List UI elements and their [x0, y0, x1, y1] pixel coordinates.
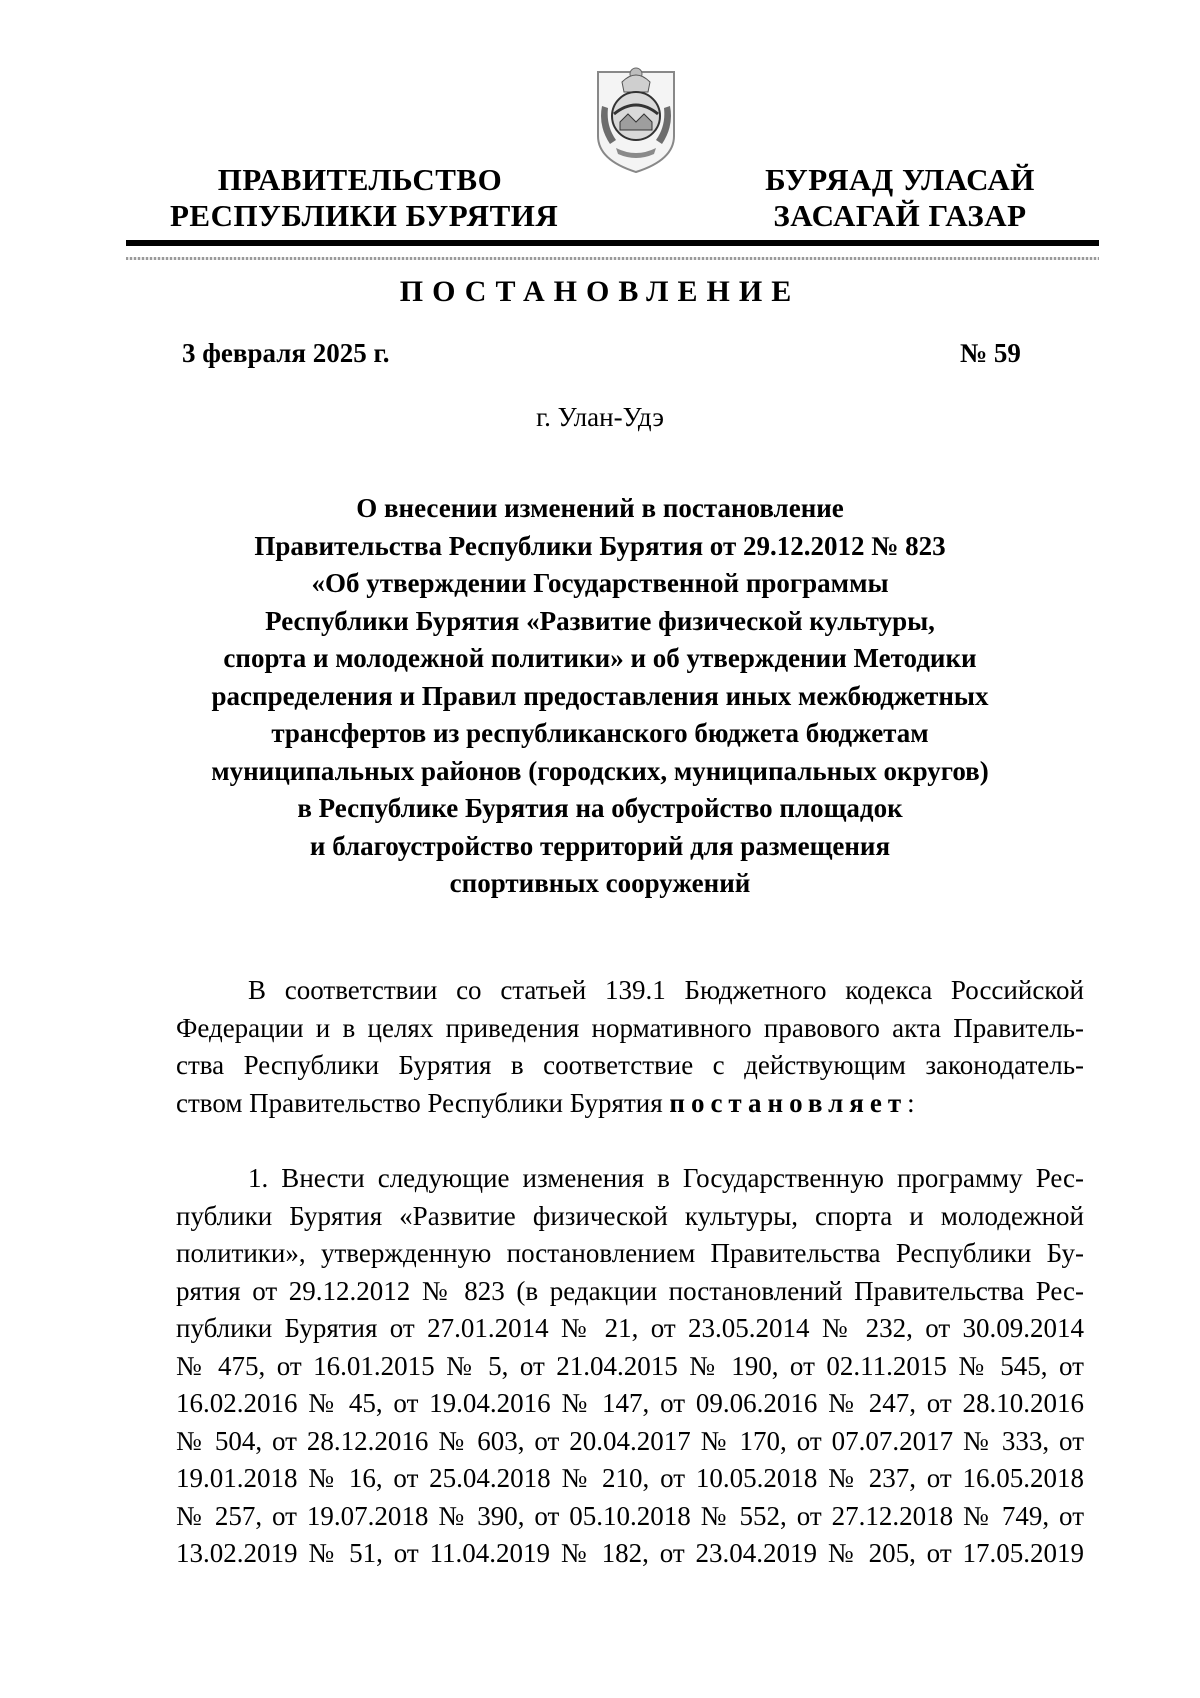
title-line: распределения и Правил предоставления иных межбюджетных: [211, 680, 989, 711]
paragraph-line: политики», утвержденную постановлением Правительства Республики Бу-: [176, 1238, 1084, 1268]
paragraph-line: 16.02.2016 № 45, от 19.04.2016 № 147, от 09.06.2016 № 247, от 28.10.2016: [176, 1388, 1084, 1418]
document-city: г. Улан-Удэ: [536, 402, 664, 432]
paragraph-line: № 475, от 16.01.2015 № 5, от 21.04.2015 № 190, от 02.11.2015 № 545, от: [176, 1350, 1084, 1381]
title-line: «Об утверждении Государственной программы: [311, 568, 889, 598]
title-line: О внесении изменений в постановление: [356, 493, 844, 523]
document-date: 3 февраля 2025 г.: [182, 338, 390, 368]
title-line: и благоустройство территорий для размещения: [309, 830, 891, 861]
paragraph-line: публики Бурятия «Развитие физической культуры, спорта и молодежной: [176, 1200, 1084, 1231]
org-name-bua-line-1: БУРЯАД УЛАСАЙ: [765, 162, 1035, 197]
org-name-ru-line-1: ПРАВИТЕЛЬСТВО: [217, 162, 503, 197]
document-title: [150, 490, 1050, 903]
title-line: спортивных сооружений: [449, 868, 751, 898]
paragraph-line: ства Республики Бурятия в соответствие с действующим законодатель-: [176, 1050, 1084, 1080]
org-name-ru-line-2: РЕСПУБЛИКИ БУРЯТИЯ: [170, 198, 559, 233]
header-divider-thin: [126, 257, 1099, 260]
paragraph-line: [176, 1085, 1084, 1123]
paragraph-line: рятия от 29.12.2012 № 823 (в редакции постановлений Правительства Рес-: [176, 1275, 1084, 1306]
paragraph-line: 19.01.2018 № 16, от 25.04.2018 № 210, от 10.05.2018 № 237, от 16.05.2018: [176, 1463, 1084, 1493]
title-line: Правительства Республики Бурятия от 29.12.2012 № 823: [254, 530, 946, 561]
resolves-keyword: постановляет: [669, 1087, 908, 1118]
title-line: спорта и молодежной политики» и об утверждении Методики: [223, 643, 977, 673]
colon: :: [907, 1087, 915, 1118]
org-name-buryat: [745, 162, 1055, 234]
header-divider-thick: [126, 240, 1099, 246]
paragraph-line: публики Бурятия от 27.01.2014 № 21, от 23.05.2014 № 232, от 30.09.2014: [176, 1313, 1084, 1343]
paragraph-line: 1. Внести следующие изменения в Государственную программу Рес-: [248, 1163, 1084, 1193]
title-line: трансфертов из республиканского бюджета бюджетам: [271, 718, 929, 748]
document-number: № 59: [960, 338, 1021, 368]
clause-1-paragraph: [176, 1160, 1084, 1573]
paragraph-line: В соответствии со статьей 139.1 Бюджетного кодекса Российской: [248, 975, 1084, 1005]
paragraph-line: № 504, от 28.12.2016 № 603, от 20.04.2017 № 170, от 07.07.2017 № 333, от: [176, 1425, 1084, 1456]
title-line: муниципальных районов (городских, муниципальных округов): [211, 755, 989, 786]
preamble-text-end: ством Правительство Республики Бурятия: [176, 1087, 670, 1118]
paragraph-line: № 257, от 19.07.2018 № 390, от 05.10.2018 № 552, от 27.12.2018 № 749, от: [176, 1500, 1084, 1531]
paragraph-line: 13.02.2019 № 51, от 11.04.2019 № 182, от 23.04.2019 № 205, от 17.05.2019: [176, 1538, 1084, 1568]
title-line: Республики Бурятия «Развитие физической культуры,: [265, 605, 935, 636]
document-type: ПОСТАНОВЛЕНИЕ: [399, 275, 801, 308]
preamble-paragraph: [176, 972, 1084, 1122]
paragraph-line: Федерации и в целях приведения нормативного правового акта Правитель-: [176, 1012, 1084, 1043]
org-name-russian: [170, 162, 559, 234]
title-line: в Республике Бурятия на обустройство площадок: [297, 793, 903, 823]
coat-of-arms-icon: [592, 56, 680, 176]
org-name-bua-line-2: ЗАСАГАЙ ГАЗАР: [773, 198, 1027, 233]
